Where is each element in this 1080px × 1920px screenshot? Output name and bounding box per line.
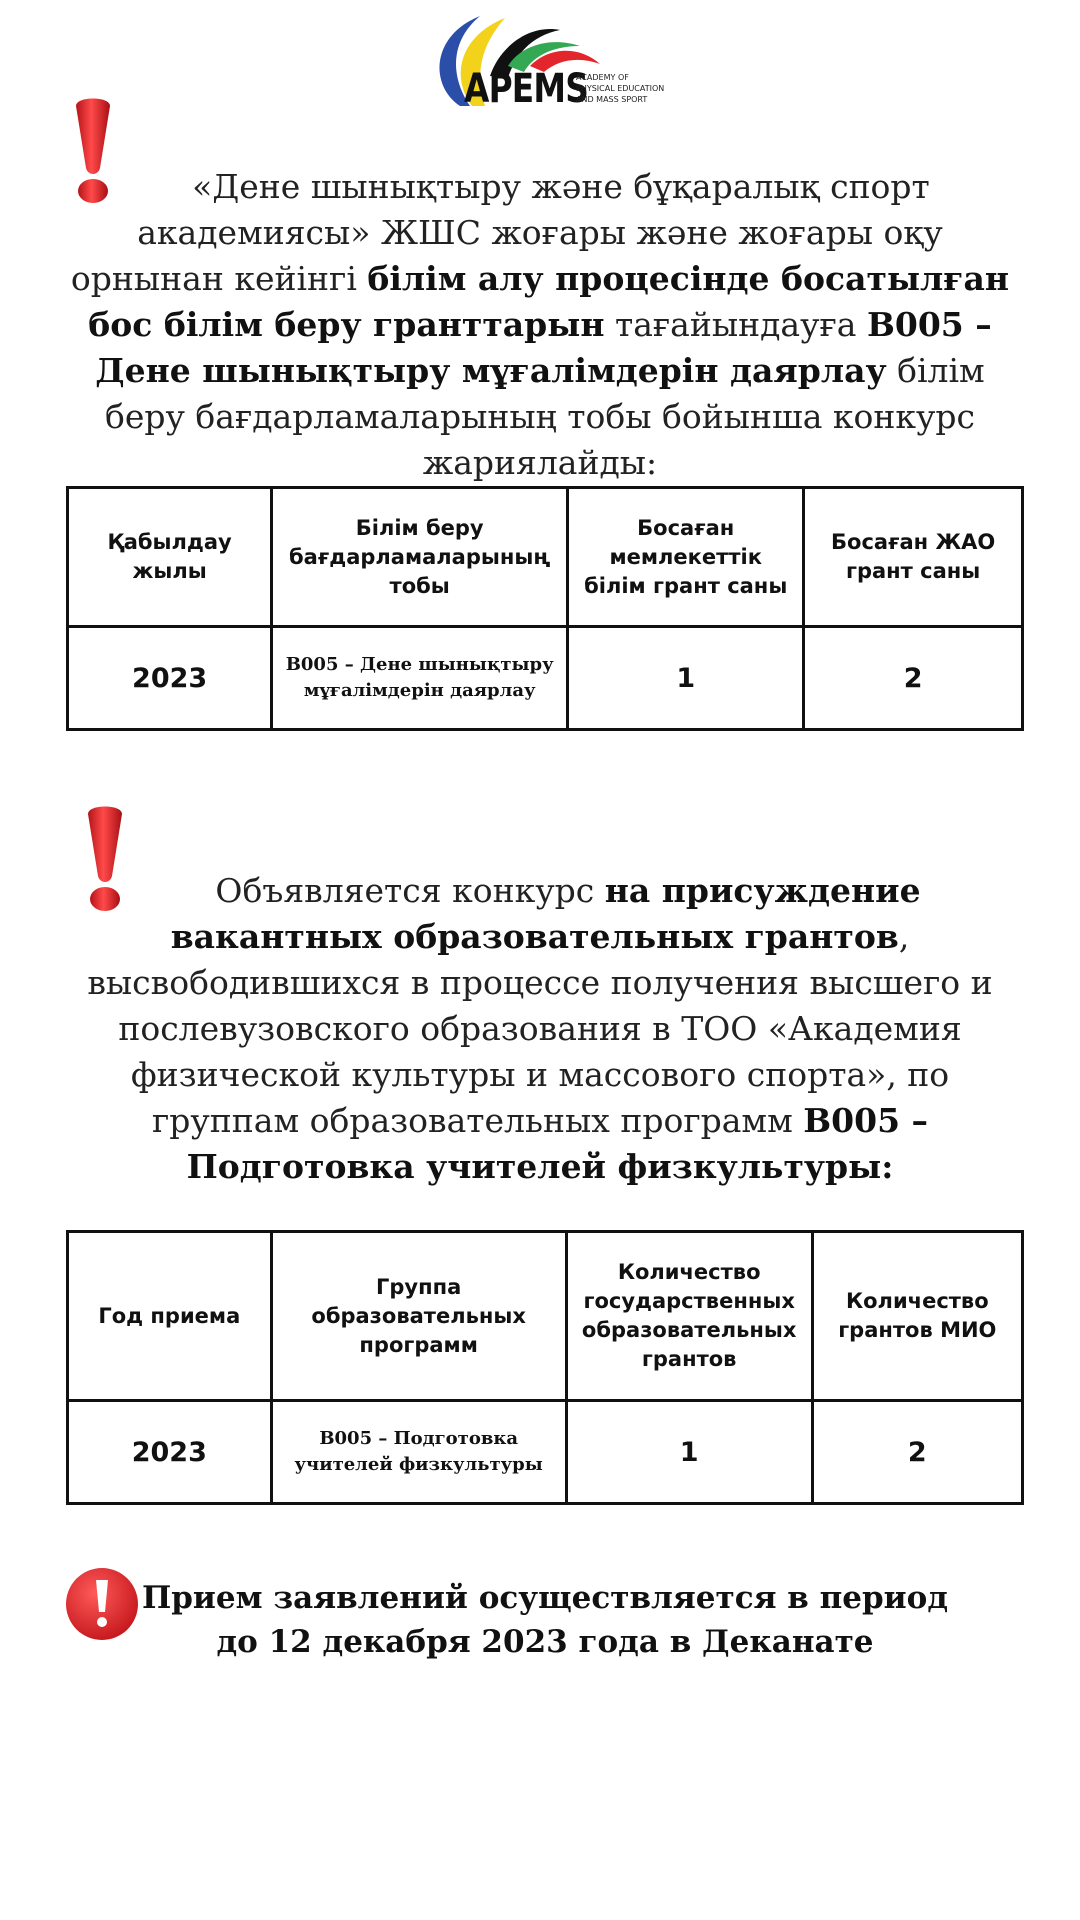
kaz-text-1: «Дене шынықтыру және бұқаралық спорт академиясы» ЖШС жоғары және жоғары оқу орнынан кейінгі [70,167,943,298]
rus-text-1: Объявляется конкурс [215,871,605,910]
table-row [68,1401,1023,1504]
col-header-year: Год приема [68,1232,272,1401]
col-header-mio-grants: Босаған ЖАО грант саны [804,488,1023,627]
kaz-text-2: тағайындауға [604,305,867,344]
russian-announcement [60,868,1020,1190]
kazakh-grants-table [66,486,1024,731]
cell-program-group: В005 – Подготовка учителей физкультуры [271,1401,566,1504]
deadline-notice: Прием заявлений осуществляется в период до 12 декабря 2023 года в Деканате [141,1580,949,1660]
logo-subtitle: ACADEMY OF PHYSICAL EDUCATION AND MASS SPORT [576,73,665,104]
alert-circle-icon [64,1566,140,1642]
kazakh-announcement [60,164,1020,486]
table-row [68,627,1023,730]
col-header-state-grants: Количество государственных образовательных грантов [566,1232,812,1401]
cell-year: 2023 [68,627,272,730]
col-header-state-grants: Босаған мемлекеттік білім грант саны [568,488,804,627]
cell-mio-grants: 2 [812,1401,1022,1504]
cell-year: 2023 [68,1401,272,1504]
apems-logo [420,6,665,114]
col-header-program-group: Білім беру бағдарламаларының тобы [272,488,568,627]
kaz-bold-2: В005 – Дене шынықтыру мұғалімдерін даярлау [95,305,992,390]
col-header-program-group: Группа образовательных программ [271,1232,566,1401]
col-header-year: Қабылдау жылы [68,488,272,627]
russian-grants-table [66,1230,1024,1505]
rus-bold-2: В005 – Подготовка учителей физкультуры [186,1101,929,1186]
rus-text-3: : [881,1147,894,1186]
table-header-row [68,488,1023,627]
logo-name: APEMS [464,66,588,112]
cell-mio-grants: 2 [804,627,1023,730]
cell-program-group: В005 – Дене шынықтыру мұғалімдерін даярлау [272,627,568,730]
table-header-row [68,1232,1023,1401]
kaz-bold-1: білім алу процесінде босатылған бос білім беру гранттарын [88,259,1010,344]
cell-state-grants: 1 [568,627,804,730]
cell-state-grants: 1 [566,1401,812,1504]
col-header-mio-grants: Количество грантов МИО [812,1232,1022,1401]
kaz-text-3: білім беру бағдарламаларының тобы бойынша конкурс жариялайды: [105,351,985,482]
rus-text-2: , высвободившихся в процессе получения высшего и послевузовского образования в ТОО «Академия физической культуры и массового спорта», по группам образовательных программ [87,917,993,1140]
rus-bold-1: на присуждение вакантных образовательных грантов [170,871,921,956]
